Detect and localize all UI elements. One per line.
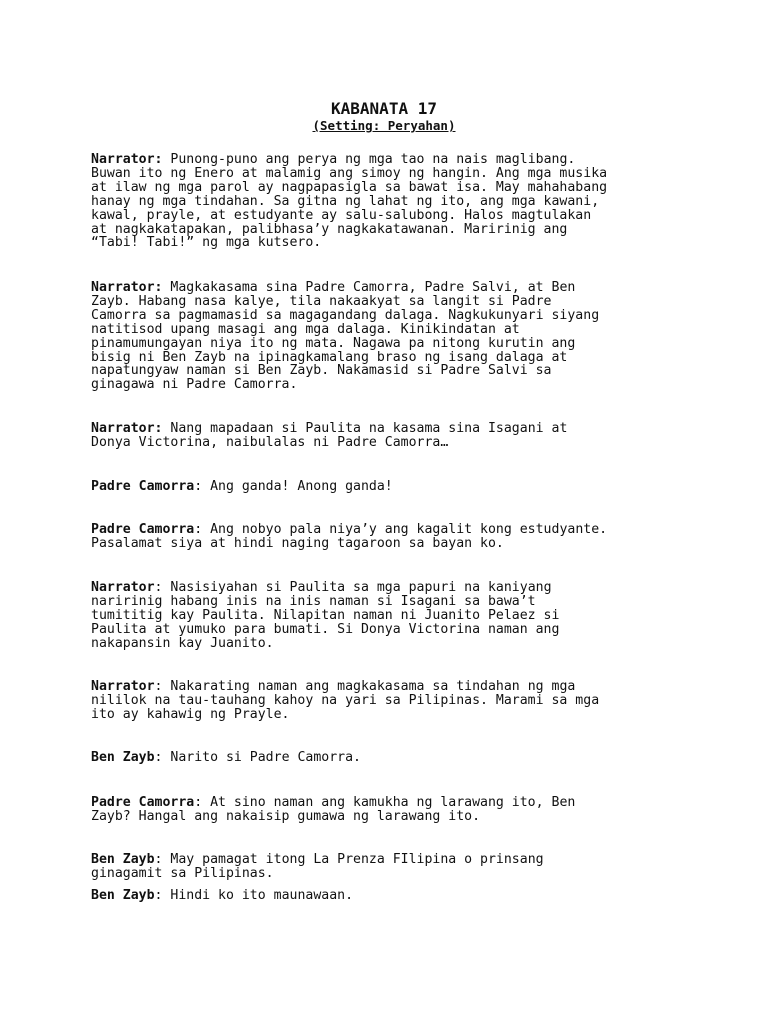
speaker-label: Narrator: xyxy=(91,421,163,436)
paragraph-line: ito ay kahawig ng Prayle. xyxy=(91,706,290,722)
paragraph-line: at nagkakatapakan, palibhasa’y nagkakatawanan. Maririnig ang xyxy=(91,221,568,237)
dialogue-text: : May pamagat itong La Prenza FIlipina o prinsang xyxy=(154,852,544,867)
page-title: KABANATA 17 xyxy=(331,99,437,118)
paragraph-line xyxy=(91,853,691,867)
paragraph-line: pinamumungayan niya ito ng mata. Nagawa pa nitong kurutin ang xyxy=(91,335,576,351)
paragraph-line: natitisod upang masagi ang mga dalaga. Kinikindatan at xyxy=(91,321,520,337)
paragraph-line xyxy=(91,889,691,903)
paragraph-line xyxy=(91,680,691,694)
paragraph-line xyxy=(91,422,691,436)
dialogue-text: : Nasisiyahan si Paulita sa mga papuri na kaniyang xyxy=(154,580,552,595)
paragraph-line: Zayb? Hangal ang nakaisip gumawa ng larawang ito. xyxy=(91,808,481,824)
dialogue-paragraph xyxy=(91,796,691,824)
page-subtitle: (Setting: Peryahan) xyxy=(312,118,456,133)
dialogue-paragraph xyxy=(91,281,691,392)
paragraph-line: tumititig kay Paulita. Nilapitan naman ni Juanito Pelaez si xyxy=(91,607,560,623)
paragraph-line xyxy=(91,796,691,810)
paragraph-line xyxy=(91,581,691,595)
paragraph-line: “Tabi! Tabi!” ng mga kutsero. xyxy=(91,235,322,251)
speaker-label: Ben Zayb xyxy=(91,852,155,867)
paragraph-line: Camorra sa pagmamasid sa magagandang dalaga. Nagkukunyari siyang xyxy=(91,307,600,323)
paragraph-line xyxy=(91,523,691,537)
dialogue-paragraph xyxy=(91,751,691,765)
paragraph-line: kawal, prayle, at estudyante ay salu-salubong. Halos magtulakan xyxy=(91,207,592,223)
dialogue-paragraph xyxy=(91,153,691,250)
dialogue-paragraph xyxy=(91,480,691,494)
paragraph-line: Pasalamat siya at hindi naging tagaroon sa bayan ko. xyxy=(91,535,504,551)
dialogue-text: : Hindi ko ito maunawaan. xyxy=(154,888,354,903)
dialogue-text: : Ang ganda! Anong ganda! xyxy=(194,479,393,494)
paragraph-line xyxy=(91,281,691,295)
dialogue-text: Punong-puno ang perya ng mga tao na nais maglibang. xyxy=(162,152,576,167)
speaker-label: Narrator xyxy=(91,679,155,694)
dialogue-paragraph xyxy=(91,581,691,651)
dialogue-paragraph xyxy=(91,680,691,722)
paragraph-line: naririnig habang inis na inis naman si Isagani sa bawa’t xyxy=(91,593,536,609)
dialogue-paragraph xyxy=(91,422,691,450)
paragraph-line: bisig ni Ben Zayb na ipinagkamalang braso ng isang dalaga at xyxy=(91,349,568,365)
speaker-label: Ben Zayb xyxy=(91,750,155,765)
paragraph-line xyxy=(91,751,691,765)
dialogue-text: : Ang nobyo pala niya’y ang kagalit kong estudyante. xyxy=(194,522,608,537)
paragraph-line: Donya Victorina, naibulalas ni Padre Camorra… xyxy=(91,434,449,450)
speaker-label: Ben Zayb xyxy=(91,888,155,903)
paragraph-line: ginagamit sa Pilipinas. xyxy=(91,865,274,881)
paragraph-line: ginagawa ni Padre Camorra. xyxy=(91,377,298,393)
paragraph-line: Zayb. Habang nasa kalye, tila nakaakyat sa langit si Padre xyxy=(91,293,552,309)
speaker-label: Narrator xyxy=(91,580,155,595)
dialogue-paragraph xyxy=(91,523,691,551)
paragraph-line: napatungyaw naman si Ben Zayb. Nakamasid si Padre Salvi sa xyxy=(91,363,552,379)
paragraph-line xyxy=(91,480,691,494)
dialogue-paragraph xyxy=(91,889,691,903)
paragraph-line: nililok na tau-tauhang kahoy na yari sa Pilipinas. Marami sa mga xyxy=(91,692,600,708)
speaker-label: Narrator: xyxy=(91,152,163,167)
dialogue-text: Magkakasama sina Padre Camorra, Padre Salvi, at Ben xyxy=(162,280,576,295)
paragraph-line: Paulita at yumuko para bumati. Si Donya Victorina naman ang xyxy=(91,621,560,637)
paragraph-line: nakapansin kay Juanito. xyxy=(91,635,274,651)
dialogue-text: : At sino naman ang kamukha ng larawang ito, Ben xyxy=(194,795,576,810)
paragraph-line: at ilaw ng mga parol ay nagpapasigla sa bawat isa. May mahahabang xyxy=(91,179,608,195)
paragraph-line: hanay ng mga tindahan. Sa gitna ng lahat ng ito, ang mga kawani, xyxy=(91,193,600,209)
dialogue-text: : Nakarating naman ang magkakasama sa tindahan ng mga xyxy=(154,679,576,694)
speaker-label: Padre Camorra xyxy=(91,795,195,810)
dialogue-paragraph xyxy=(91,853,691,881)
speaker-label: Narrator: xyxy=(91,280,163,295)
speaker-label: Padre Camorra xyxy=(91,522,195,537)
dialogue-text: Nang mapadaan si Paulita na kasama sina Isagani at xyxy=(162,421,568,436)
dialogue-text: : Narito si Padre Camorra. xyxy=(154,750,361,765)
paragraph-line xyxy=(91,153,691,167)
paragraph-line: Buwan ito ng Enero at malamig ang simoy ng hangin. Ang mga musika xyxy=(91,165,608,181)
speaker-label: Padre Camorra xyxy=(91,479,195,494)
